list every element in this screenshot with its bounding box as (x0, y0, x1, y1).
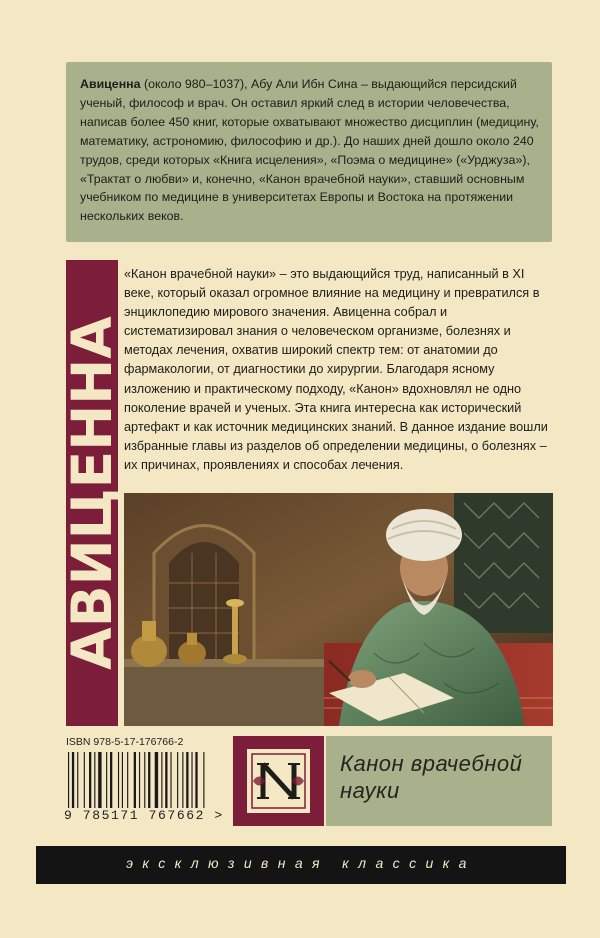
barcode-bar (77, 752, 78, 808)
author-bio-box (66, 62, 552, 242)
barcode-bar (72, 752, 74, 808)
barcode-bar (155, 752, 158, 808)
painting-svg (124, 493, 553, 726)
barcode-bar (118, 752, 119, 808)
scholar-writing-painting (124, 493, 553, 726)
barcode-bar (148, 752, 150, 808)
author-bio-name: Авиценна (80, 77, 141, 91)
barcode-bar (165, 752, 167, 808)
barcode-bars (66, 752, 228, 808)
barcode-bar (161, 752, 162, 808)
barcode-bar (191, 752, 192, 808)
barcode-bar (98, 752, 101, 808)
barcode-bar (110, 752, 112, 808)
author-bio-text (80, 75, 550, 226)
barcode-bar (127, 752, 128, 808)
barcode-bar (139, 752, 140, 808)
barcode-bar (94, 752, 95, 808)
isbn-label: ISBN 978-5-17-176766-2 (66, 736, 184, 748)
barcode-bar (122, 752, 123, 808)
barcode-bar (144, 752, 145, 808)
series-band (36, 846, 566, 884)
barcode-bar (195, 752, 197, 808)
series-name: эксклюзивная классика (126, 855, 476, 871)
book-title-box (326, 736, 552, 826)
barcode-bar (106, 752, 107, 808)
author-bio-body: (около 980–1037), Абу Али Ибн Сина – выдающийся персидский ученый, философ и врач. Он оставил яркий след в истории человечества, написав более 450 книг, которые охватывают множество дисциплин (медицину, математику, астрономию, философию и др.). До наших дней дошло около 240 трудов, среди которых «Книга исцеления», «Поэма о медицине» («Урджуза»), «Трактат о любви» и, конечно, «Канон врачебной науки», ставший основным учебником по медицине в университетах Европы и Востока на протяжении нескольких веков. (80, 77, 539, 224)
barcode-bar (177, 752, 178, 808)
barcode-bar (134, 752, 136, 808)
publisher-logo-box (233, 736, 324, 826)
barcode-bar (89, 752, 91, 808)
barcode-bar (186, 752, 188, 808)
barcode-bar (203, 752, 204, 808)
barcode-bar (170, 752, 171, 808)
author-vertical-name: АВИЦЕННА (60, 316, 124, 670)
barcode-bar (84, 752, 85, 808)
author-vertical-band (60, 260, 124, 726)
barcode-bar (68, 752, 69, 808)
book-title: Канон врачебной науки (340, 751, 523, 803)
book-description: «Канон врачебной науки» – это выдающийся труд, написанный в XI веке, который оказал огромное влияние на медицину и превратился в энциклопедию мирового значения. Авиценна собрал и систематизировал знания о человеческом организме, болезнях и методах лечения, охватив широкий спектр тем: от анатомии до фармакологии, от диагностики до хирургии. Благодаря ясному изложению и практическому подходу, «Канон» вдохновлял не одно поколение врачей и ученых. Эта книга интересна как исторический артефакт и как источник медицинских знаний. В данное издание вошли избранные главы из разделов об определении медицины, о болезнях – их причинах, проявлениях и способах лечения. (124, 267, 548, 472)
barcode (66, 752, 228, 808)
barcode-bar (182, 752, 183, 808)
barcode-digits: 9 785171 767662 > (64, 808, 224, 823)
publisher-monogram-icon (233, 736, 324, 826)
